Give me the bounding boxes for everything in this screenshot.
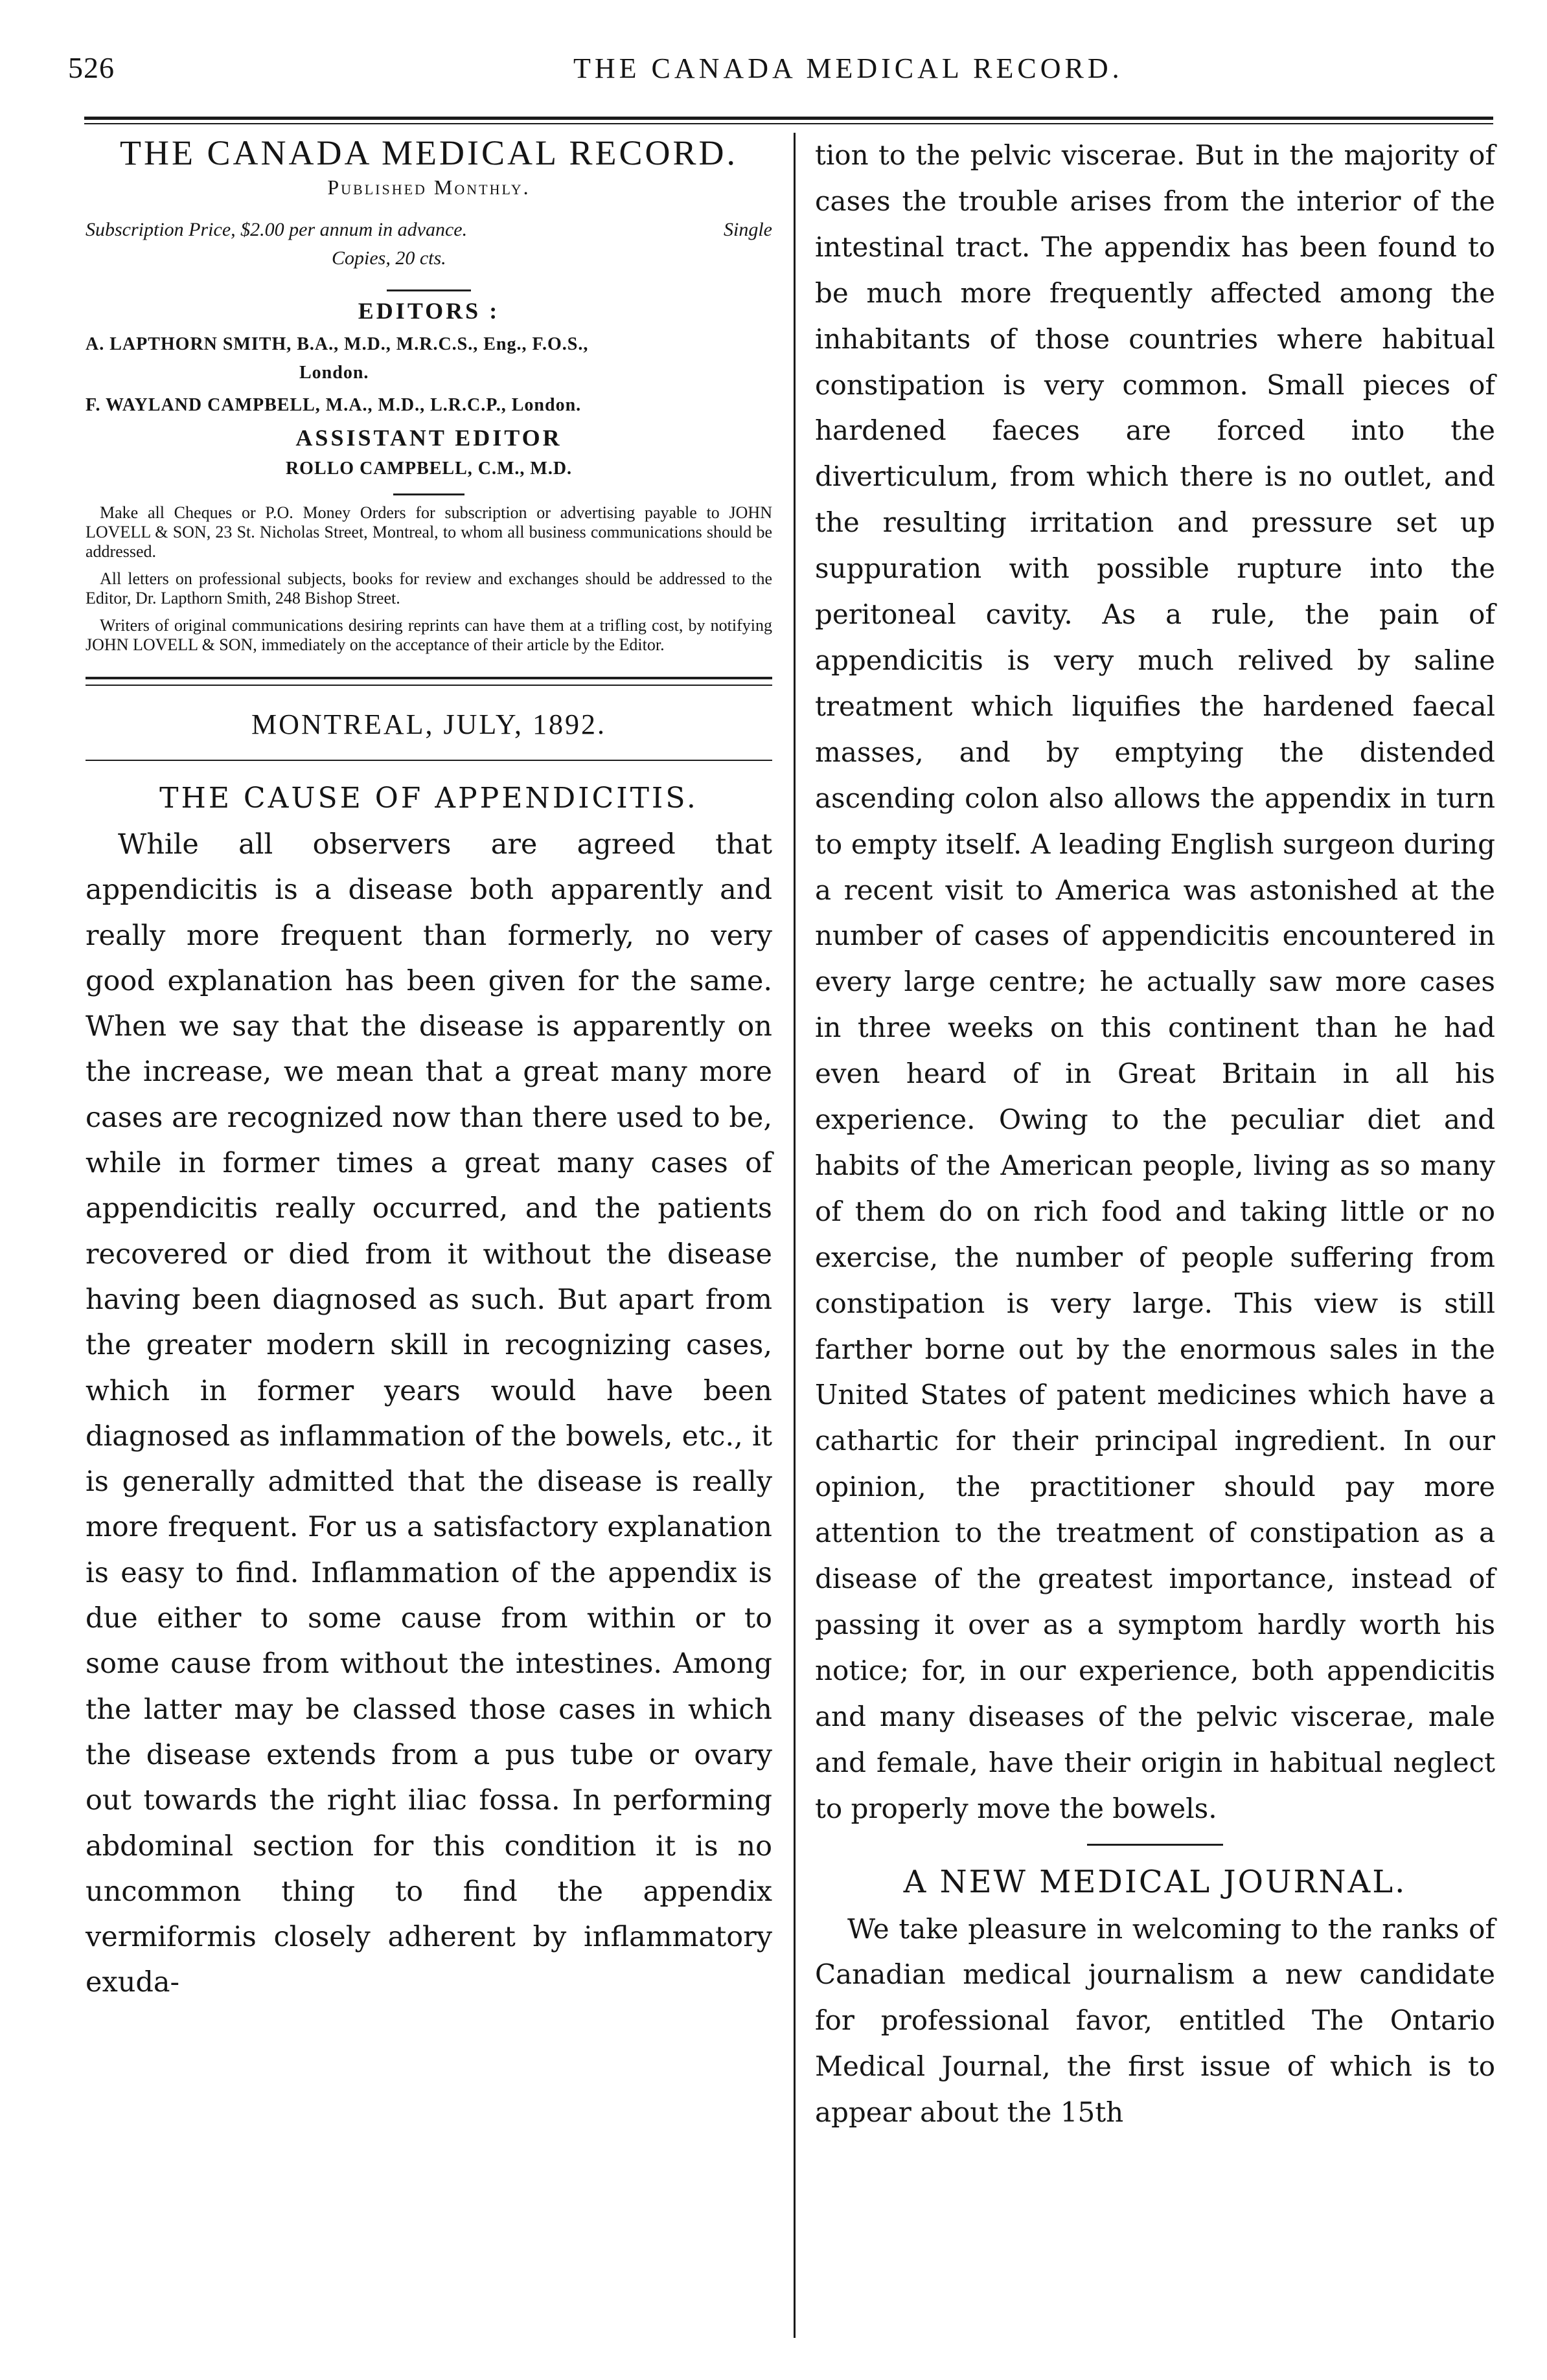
subscription-price xyxy=(86,216,772,273)
section-divider xyxy=(1087,1844,1223,1846)
price-text: Subscription Price, $2.00 per annum in advance. xyxy=(86,219,468,240)
running-title: THE CANADA MEDICAL RECORD. xyxy=(573,52,1123,84)
article-body-new-journal: We take pleasure in welcoming to the ranks of Canadian medical journalism a new candidate for professional favor, entitled The Ontario Medical Journal, the first issue of which is to appear about the 15th xyxy=(815,1912,1495,2129)
masthead-bottom-rule xyxy=(86,677,772,686)
right-column xyxy=(815,133,1495,2136)
notices-rule xyxy=(393,493,464,495)
editor-campbell: F. WAYLAND CAMPBELL, M.A., M.D., L.R.C.P., London. xyxy=(86,395,582,415)
article-title-new-journal: A NEW MEDICAL JOURNAL. xyxy=(903,1863,1407,1900)
header-rule-thin xyxy=(84,123,1493,124)
editors-heading: EDITORS : xyxy=(358,298,500,324)
notice-letters: All letters on professional subjects, books for review and exchanges should be addressed to the Editor, Dr. Lapthorn Smith, 248 Bishop Street. xyxy=(86,569,772,607)
page-number: 526 xyxy=(68,51,115,84)
header-rule-thick xyxy=(84,117,1493,120)
article-body-left: While all observers are agreed that appendicitis is a disease both apparently and really more frequent than formerly, no very good explanation has been given for the same. When we say that the disease is apparently on the increase, we mean that a great many more cases are recognized now than there used to be, while in former times a great many cases of appendicitis really occurred, and the patients recovered or died from it without the disease having been diagnosed as such. But apart from the greater modern skill in recognizing cases, which in former years would have been diagnosed as inflammation of the bowels, etc., it is generally admitted that the disease is really more frequent. For us a satisfactory explanation is easy to find. Inflammation of the appendix is due either to some cause from within or to some cause from without the intestines. Among the latter may be classed those cases in which the disease extends from a pus tube or ovary out towards the right iliac fossa. In performing abdominal section for this condition it is no uncommon thing to find the appendix vermiformis closely adherent by inflammatory exuda- xyxy=(86,828,772,1999)
assistant-editor: ROLLO CAMPBELL, C.M., M.D. xyxy=(285,459,573,479)
copies-price: Copies, 20 cts. xyxy=(332,247,446,269)
notice-reprints: Writers of original communications desiring reprints can have them at a trifling cost, by notifying JOHN LOVELL & SON, immediately on the acceptance of their article by the Editor. xyxy=(86,616,772,654)
single-label: Single xyxy=(724,219,772,240)
article-title-appendicitis: THE CAUSE OF APPENDICITIS. xyxy=(159,782,698,815)
editor-smith-location: London. xyxy=(299,363,369,383)
running-head xyxy=(68,51,1480,89)
left-column xyxy=(86,133,772,2006)
dateline: MONTREAL, JULY, 1892. xyxy=(251,708,606,740)
column-divider xyxy=(794,133,796,2338)
notice-payments: Make all Cheques or P.O. Money Orders for subscription or advertising payable to JOHN LOVELL & SON, 23 St. Nicholas Street, Montreal, to whom all business communications should be addressed. xyxy=(86,503,772,561)
article-body-right: tion to the pelvic viscerae. But in the majority of cases the trouble arises from the interior of the intestinal tract. The appendix has been found to be much more frequently affected among the inhabitants of those countries where habitual constipation is very common. Small pieces of hardened faeces are forced into the diverticulum, from which there is no outlet, and the resulting irritation and pressure set up suppuration with possible rupture into the peritoneal cavity. As a rule, the pain of appendicitis is very much relived by saline treatment which liquifies the hardened faecal masses, and by emptying the distended ascending colon also allows the appendix in turn to empty itself. A leading English surgeon during a recent visit to America was astonished at the number of cases of appendicitis encountered in every large centre; he actually saw more cases in three weeks on this continent than he had even heard of in Great Britain in all his experience. Owing to the peculiar diet and habits of the American people, living as so many of them do on rich food and taking little or no exercise, the number of people suffering from constipation is very large. This view is still farther borne out by the enormous sales in the United States of patent medicines which have a cathartic for their principal ingredient. In our opinion, the practitioner should pay more attention to the treatment of constipation as a disease of the greatest importance, instead of passing it over as a symptom hardly worth his notice; for, in our experience, both appendicitis and many diseases of the pelvic viscerae, male and female, have their origin in habitual neglect to properly move the bowels. xyxy=(815,139,1495,1824)
dateline-rule xyxy=(86,760,772,761)
assistant-editor-heading: ASSISTANT EDITOR xyxy=(295,425,562,451)
editor-smith: A. LAPTHORN SMITH, B.A., M.D., M.R.C.S., Eng., F.O.S., xyxy=(86,334,589,354)
masthead-title: THE CANADA MEDICAL RECORD. xyxy=(120,133,738,172)
masthead-rule xyxy=(387,289,471,291)
masthead-subtitle: Published Monthly. xyxy=(327,176,531,199)
masthead xyxy=(86,133,772,655)
